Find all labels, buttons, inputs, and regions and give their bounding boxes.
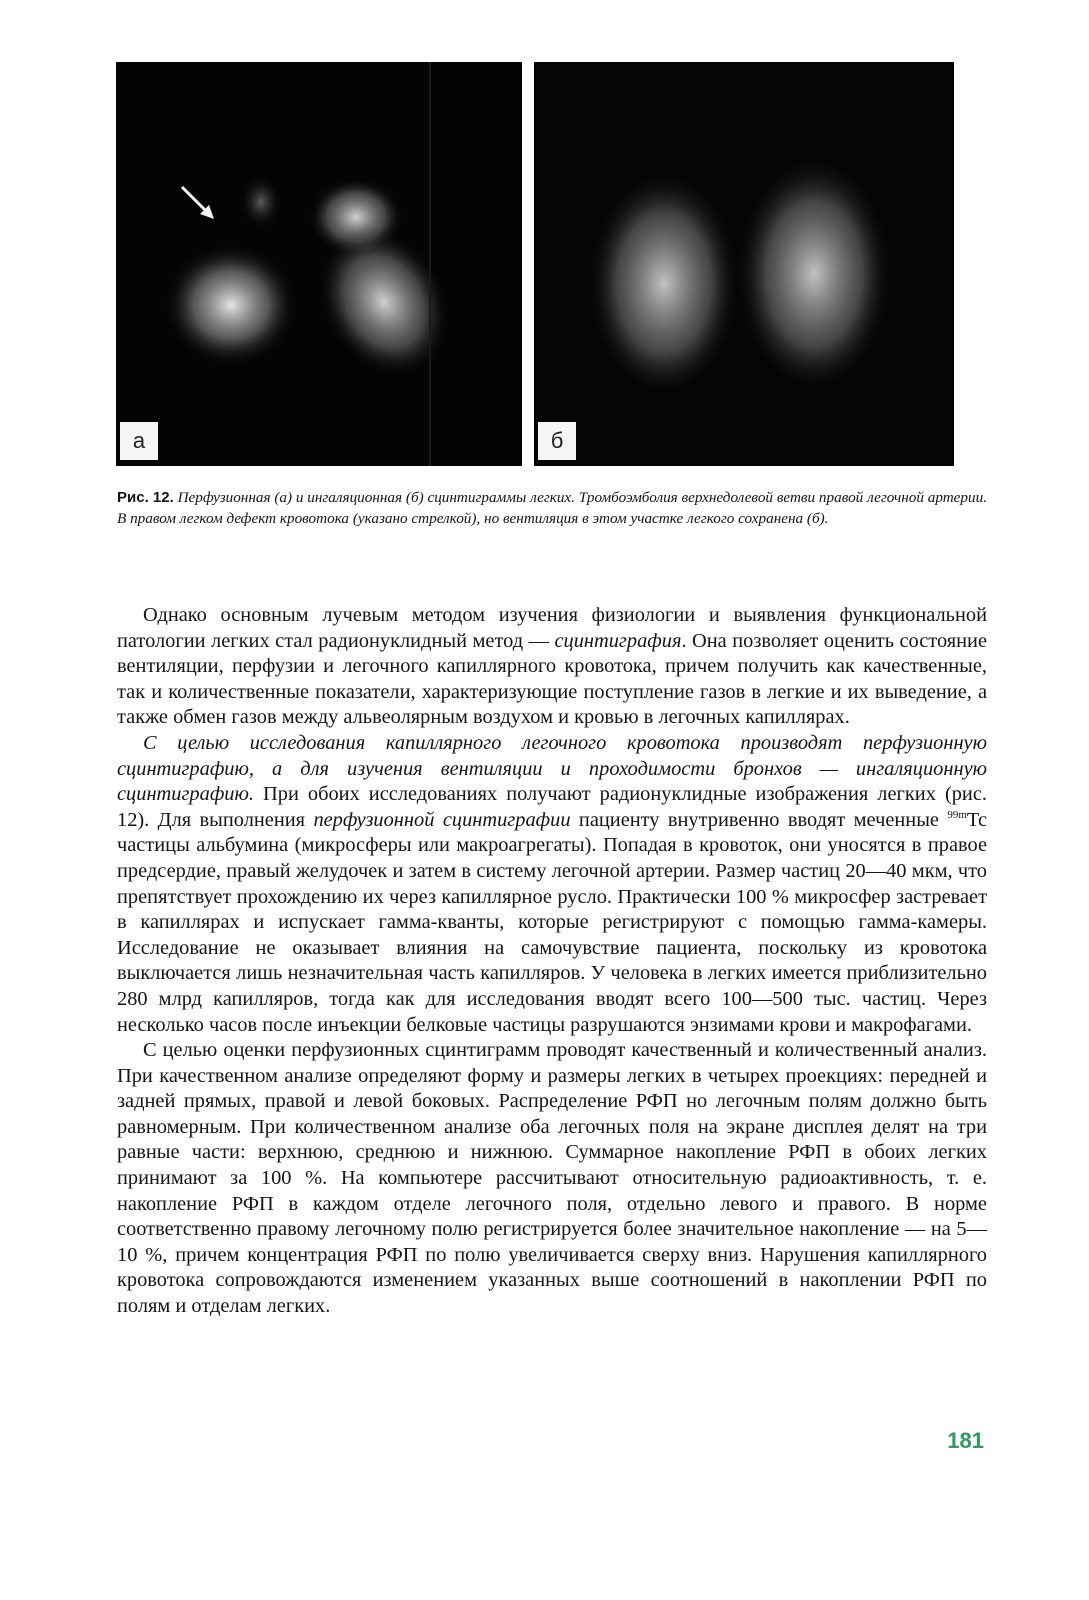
paragraph-3: С целью оценки перфузионных сцинтиграмм проводят качественный и количественный анализ. При качественном анализе определяют форму и размеры легких в четырех проекциях: передней и задней прямых, правой и левой боковых. Распределение РФП но легочным полям должно быть равномерным. При количественном анализе оба легочных поля на экране дисплея делят на три равные части: верхнюю, среднюю и нижнюю. Суммарное накопление РФП в обоих легких принимают за 100 %. На компьютере рассчитывают относительную радиоактивность, т. е. накопление РФП в каждом отделе легочного поля, отдельно левого и правого. В норме соответственно правому легочному полю регистрируется более значительное накопление — на 5—10 %, причем концентрация РФП по полю увеличивается сверху вниз. Нарушения капиллярного кровотока сопровождаются изменением указанных выше соотношений в накоплении РФП по полям и отделам легких.: [117, 1039, 987, 1318]
scintigram-ventilation-panel: [534, 62, 954, 466]
left-lung-ventilation: [734, 142, 894, 382]
caption-text: Перфузионная (а) и ингаляционная (б) сцинтиграммы легких. Тромбоэмболия верхнедолевой ветви правой легочной артерии. В правом легком дефект кровотока (указано стрелкой), но вентиляция в этом участке легкого сохранена (б).: [117, 489, 987, 527]
perfusion-scintigram-image: [116, 62, 522, 466]
figure-caption: [117, 487, 987, 529]
isotope-superscript: 99m: [947, 808, 967, 821]
caption-lead: Рис. 12.: [117, 489, 174, 506]
paragraph-2-text-c: Tc частицы альбумина (микросферы или макроагрегаты). Попадая в кровоток, они уносятся в правое предсердие, правый желудочек и затем в систему легочной артерии. Размер частиц 20—40 мкм, что препятствует прохождению их через капиллярное русло. Практически 100 % микросфер застревает в капиллярах и испускает гамма-кванты, которые регистрируют с помощью гамма-камеры. Исследование не оказывает влияния на самочувствие пациента, поскольку из кровотока выключается лишь незначительная часть капилляров. У человека в легких имеется приблизительно 280 млрд капилляров, тогда как для исследования вводят всего 100—500 тыс. частиц. Через несколько часов после инъекции белковые частицы разрушаются энзимами крови и макрофагами.: [117, 808, 988, 1036]
right-lung-ventilation: [586, 157, 742, 387]
figure-scintigrams: [116, 62, 954, 466]
paragraph-1-text-a: Однако основным лучевым методом изучения физиологии и выявления функциональной патологии легких стал радионуклидный метод —: [117, 604, 987, 652]
paragraph-2: [117, 731, 987, 1038]
term-perfusion-scintigraphy: перфузионной сцинтиграфии: [313, 808, 571, 831]
paragraph-2-text-a: При обоих исследованиях получают радионуклидные изображения легких (рис. 12). Для выполнения: [117, 783, 987, 831]
scintigram-perfusion-panel: [116, 62, 522, 466]
paragraph-1-text-b: . Она позволяет оценить состояние вентиляции, перфузии и легочного капиллярного кровотока, причем получить как качественные, так и количественные показатели, характеризующие поступление газов в легкие и их выведение, а также обмен газов между альвеолярным воздухом и кровью в легочных капиллярах.: [117, 629, 987, 729]
panel-label-a: а: [120, 422, 158, 460]
term-scintigraphy: сцинтиграфия: [554, 629, 682, 652]
panel-label-b: б: [538, 422, 576, 460]
right-lung-lower-uptake: [163, 243, 299, 367]
body-text: [117, 603, 987, 1320]
paragraph-2-italic-lead: С целью исследования капиллярного легочного кровотока производят перфузионную сцинтиграфию, а для изучения вентиляции и проходимости бронхов — ингаляционную сцинтиграфию.: [117, 731, 987, 806]
ventilation-scintigram-image: [534, 62, 954, 466]
paragraph-2-text-b: пациенту внутривенно вводят меченные: [570, 808, 948, 831]
paragraph-1: [117, 603, 987, 731]
right-lung-upper-defect-area: [239, 174, 283, 230]
page-number: 181: [947, 1428, 984, 1453]
